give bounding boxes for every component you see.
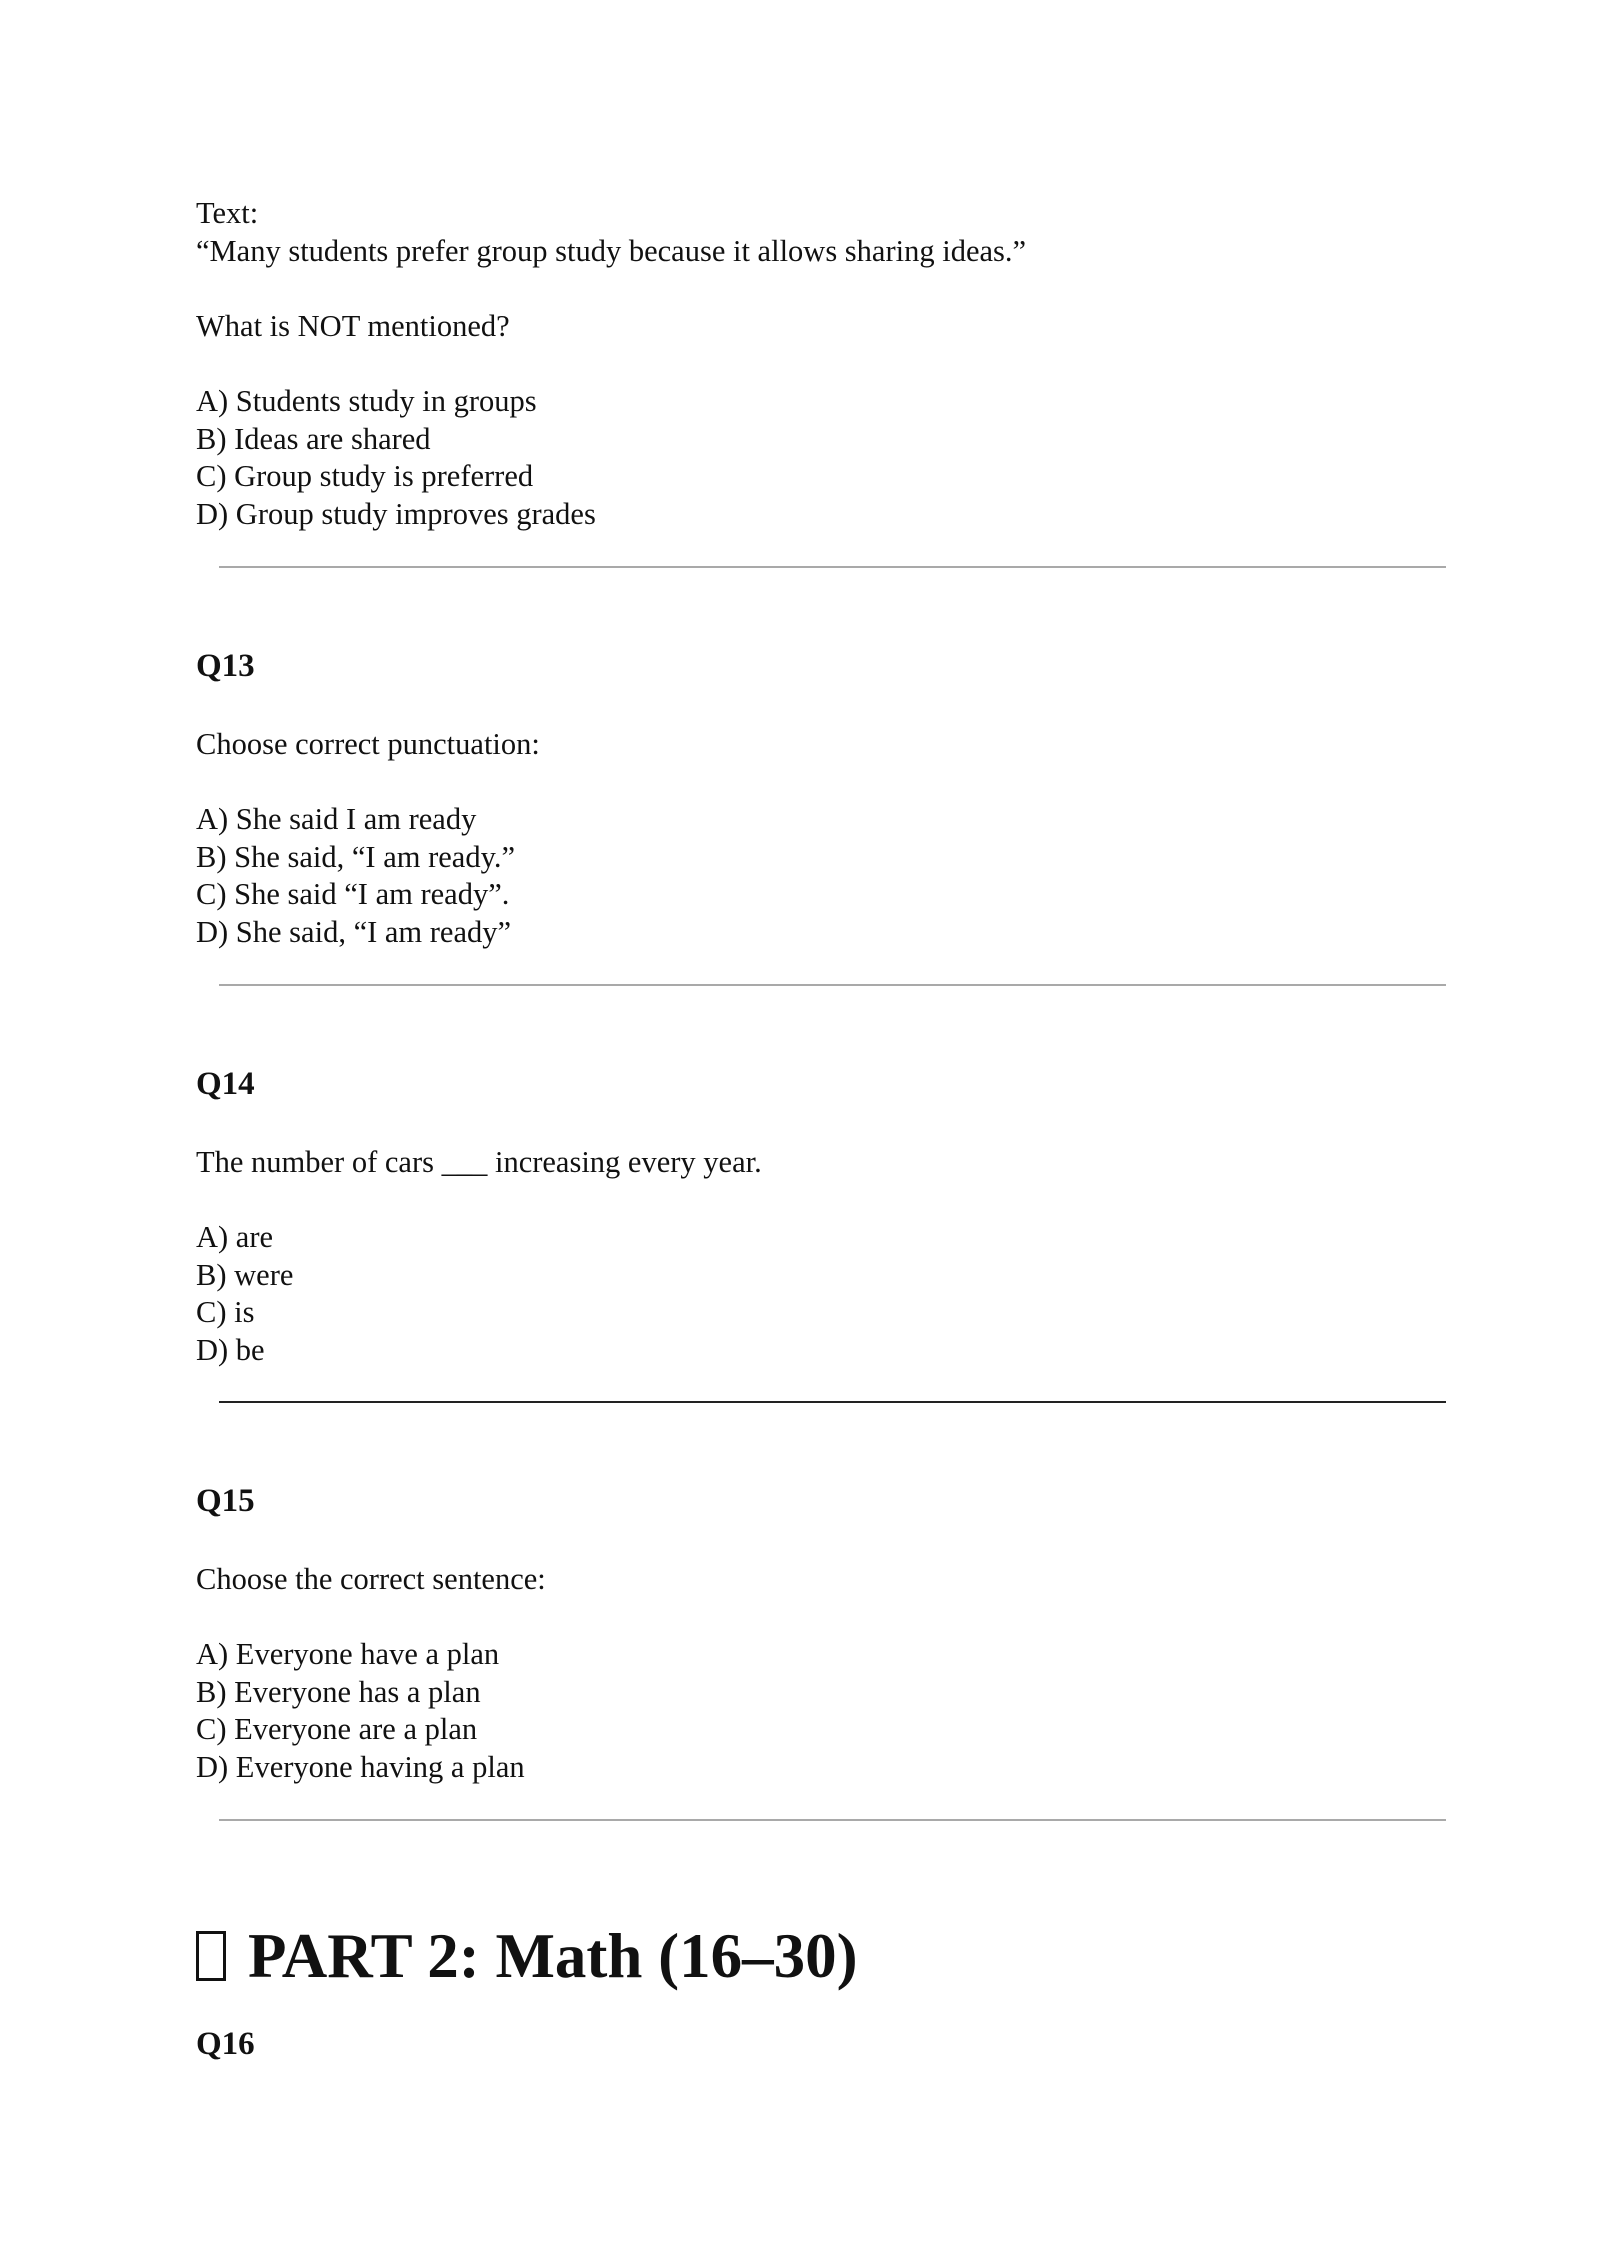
q13-options	[196, 801, 1440, 951]
question-prompt: Choose the correct sentence:	[196, 1562, 546, 1596]
passage-label: Text:	[196, 196, 259, 230]
q14-options	[196, 1219, 1440, 1369]
question-prompt: Choose correct punctuation:	[196, 727, 540, 761]
option-a: A) She said I am ready	[196, 802, 477, 836]
question-prompt: The number of cars ___ increasing every year.	[196, 1145, 762, 1179]
option-c: C) is	[196, 1295, 255, 1329]
option-c: C) She said “I am ready”.	[196, 877, 510, 911]
option-b: B) She said, “I am ready.”	[196, 839, 515, 874]
section-heading	[196, 1918, 858, 1994]
missing-glyph-icon	[196, 1931, 226, 1981]
intro-options	[196, 383, 1440, 533]
question-heading: Q16	[196, 2026, 255, 2062]
question-heading: Q15	[196, 1483, 255, 1519]
option-b: B) Everyone has a plan	[196, 1674, 481, 1709]
option-c: C) Everyone are a plan	[196, 1712, 478, 1746]
question-prompt-block	[196, 1561, 1440, 1599]
option-b: B) were	[196, 1257, 294, 1292]
question-prompt-block	[196, 726, 1440, 764]
separator	[219, 984, 1446, 986]
option-a: A) Students study in groups	[196, 384, 537, 418]
separator	[219, 1819, 1446, 1821]
option-d: D) Group study improves grades	[196, 496, 596, 531]
passage-block	[196, 195, 1440, 270]
section-title: PART 2: Math (16–30)	[248, 1921, 858, 1991]
question-prompt: What is NOT mentioned?	[196, 309, 510, 343]
option-c: C) Group study is preferred	[196, 459, 534, 493]
option-d: D) be	[196, 1332, 265, 1367]
separator	[219, 1401, 1446, 1403]
intro-question	[196, 308, 1440, 346]
passage-quote: “Many students prefer group study because it allows sharing ideas.”	[196, 233, 1027, 268]
option-a: A) are	[196, 1220, 274, 1254]
question-heading: Q14	[196, 1066, 255, 1102]
option-d: D) Everyone having a plan	[196, 1749, 525, 1784]
question-prompt-block	[196, 1144, 1440, 1182]
question-heading: Q13	[196, 648, 255, 684]
option-d: D) She said, “I am ready”	[196, 914, 512, 949]
option-a: A) Everyone have a plan	[196, 1637, 500, 1671]
separator	[219, 566, 1446, 568]
option-b: B) Ideas are shared	[196, 421, 431, 456]
q15-options	[196, 1636, 1440, 1786]
